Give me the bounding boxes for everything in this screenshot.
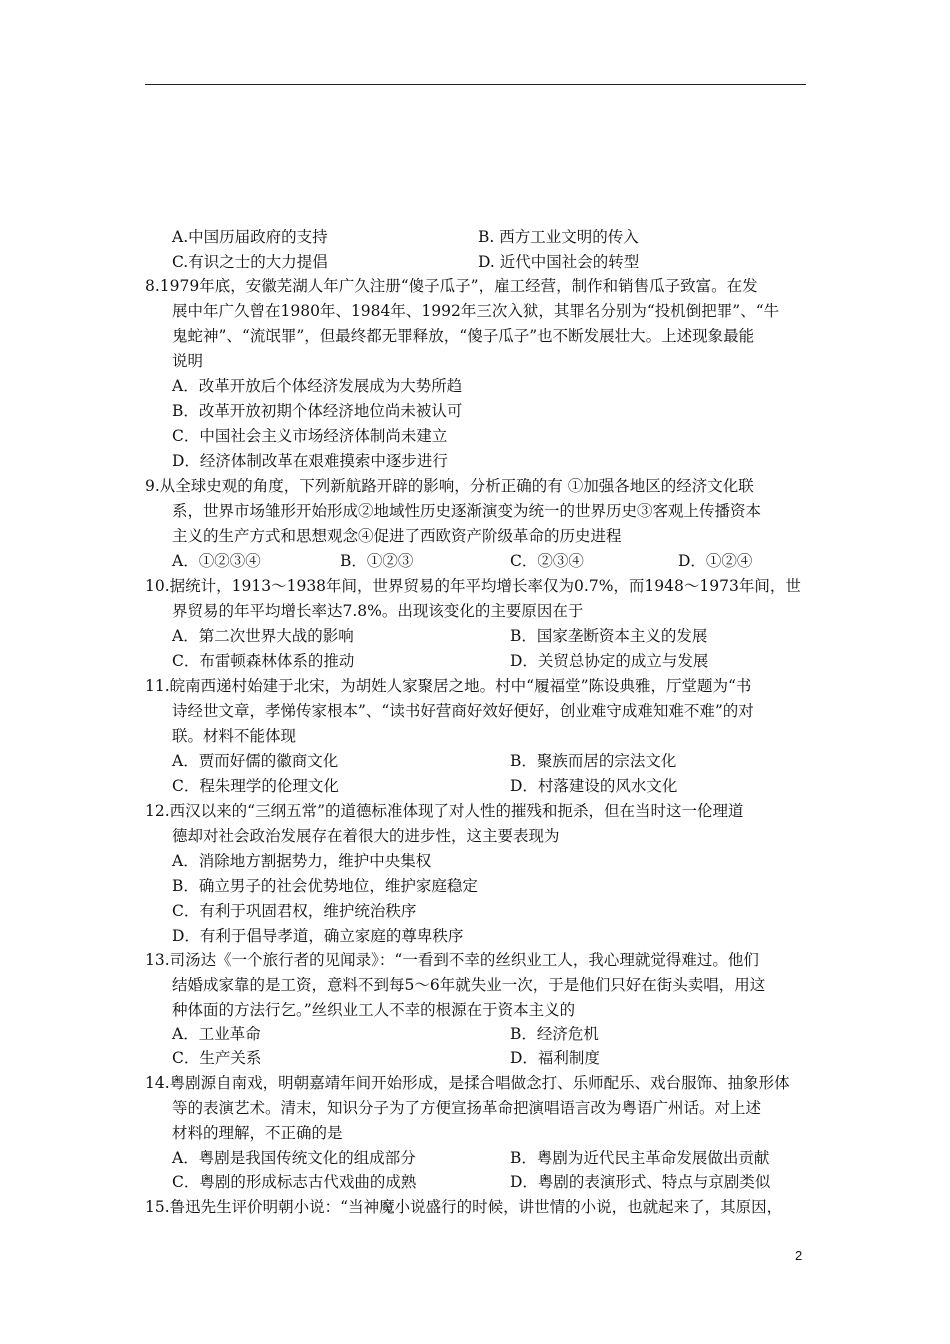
q13-option-a[interactable]: A．工业革命 [172,1025,261,1043]
q8-option-b[interactable]: B．改革开放初期个体经济地位尚未被认可 [172,402,463,420]
q12-stem-line: 12.西汉以来的“三纲五常”的道德标准体现了对人性的摧残和扼杀，但在当时这一伦理道 [145,802,744,820]
q14-option-a[interactable]: A．粤剧是我国传统文化的组成部分 [172,1149,416,1167]
q14-option-d[interactable]: D．粤剧的表演形式、特点与京剧类似 [510,1173,771,1191]
q7-option-d[interactable]: D. 近代中国社会的转型 [478,253,640,271]
q14-option-b[interactable]: B．粤剧为近代民主革命发展做出贡献 [510,1149,770,1167]
q9-option-c[interactable]: C．②③④ [510,552,584,570]
q10-stem-line: 10.据统计，1913～1938年间，世界贸易的年平均增长率仅为0.7%，而1948～1973年间，世 [145,577,801,595]
q14-stem-line: 14.粤剧源自南戏，明朝嘉靖年间开始形成，是揉合唱做念打、乐师配乐、戏台服饰、抽象形体 [145,1074,790,1092]
q10-option-a[interactable]: A．第二次世界大战的影响 [172,627,354,645]
q11-option-a[interactable]: A．贾而好儒的徽商文化 [172,752,339,770]
q14-option-c[interactable]: C．粤剧的形成标志古代戏曲的成熟 [172,1173,417,1191]
q11-stem-line: 11.皖南西递村始建于北宋，为胡姓人家聚居之地。村中“履福堂”陈设典雅，厅堂题为“书 [145,677,752,695]
q8-stem-line: 鬼蛇神”、“流氓罪”，但最终都无罪释放，“傻子瓜子”也不断发展壮大。上述现象最能 [172,327,755,345]
q9-stem-line: 系，世界市场雏形开始形成②地域性历史逐渐演变为统一的世界历史③客观上传播资本 [172,502,762,520]
q15-stem-line: 15.鲁迅先生评价明朝小说：“当神魔小说盛行的时候，讲世情的小说，也就起来了，其原因， [145,1198,783,1216]
q13-option-c[interactable]: C．生产关系 [172,1049,262,1067]
q8-option-a[interactable]: A．改革开放后个体经济发展成为大势所趋 [172,377,463,395]
q8-stem-line: 展中年广久曾在1980年、1984年、1992年三次入狱，其罪名分别为“投机倒把罪”、“牛 [172,302,780,320]
q8-option-c[interactable]: C．中国社会主义市场经济体制尚未建立 [172,427,448,445]
q11-stem-line: 联。材料不能体现 [172,727,297,745]
q11-stem-line: 诗经世文章，孝悌传家根本”、“读书好营商好效好便好，创业难守成难知难不难”的对 [172,702,754,720]
q9-stem-line: 主义的生产方式和思想观念④促进了西欧资产阶级革命的历史进程 [172,527,622,545]
q10-option-c[interactable]: C．布雷顿森林体系的推动 [172,652,355,670]
q14-stem-line: 材料的理解，不正确的是 [172,1124,343,1142]
q9-stem-line: 9.从全球史观的角度，下列新航路开辟的影响，分析正确的有 ①加强各地区的经济文化联 [145,477,754,495]
q9-option-b[interactable]: B．①②③ [340,552,414,570]
q11-option-d[interactable]: D．村落建设的风水文化 [510,777,678,795]
q10-stem-line: 界贸易的年平均增长率达7.8%。出现该变化的主要原因在于 [172,602,584,620]
q11-option-c[interactable]: C．程朱理学的伦理文化 [172,777,339,795]
page-number: 2 [795,1248,803,1263]
q8-option-d[interactable]: D．经济体制改革在艰难摸索中逐步进行 [172,452,448,470]
q13-option-d[interactable]: D．福利制度 [510,1049,600,1067]
q8-stem-line: 8.1979年底，安徽芜湖人年广久注册“傻子瓜子”，雇工经营，制作和销售瓜子致富。在发 [145,277,758,295]
q12-option-d[interactable]: D．有利于倡导孝道，确立家庭的尊卑秩序 [172,927,464,945]
q12-option-b[interactable]: B．确立男子的社会优势地位，维护家庭稳定 [172,877,478,895]
q12-stem-line: 德却对社会政治发展存在着很大的进步性，这主要表现为 [172,827,560,845]
header-rule [145,84,806,85]
q10-option-d[interactable]: D．关贸总协定的成立与发展 [510,652,709,670]
q7-option-c[interactable]: C.有识之士的大力提倡 [172,253,328,271]
q12-option-a[interactable]: A．消除地方割据势力，维护中央集权 [172,852,432,870]
q12-option-c[interactable]: C．有利于巩固君权，维护统治秩序 [172,902,417,920]
q9-option-d[interactable]: D．①②④ [678,552,753,570]
q8-stem-line: 说明 [172,352,204,370]
q13-stem-line: 种体面的方法行乞。”丝织业工人不幸的根源在于资本主义的 [172,1001,576,1019]
q13-stem-line: 13.司汤达《一个旅行者的见闻录》：“一看到不幸的丝织业工人，我心理就觉得难过。他们 [145,951,759,969]
q13-stem-line: 结婚成家靠的是工资，意料不到每5～6年就失业一次，于是他们只好在街头卖唱，用这 [172,976,766,994]
q11-option-b[interactable]: B．聚族而居的宗法文化 [510,752,677,770]
q13-option-b[interactable]: B．经济危机 [510,1025,599,1043]
q10-option-b[interactable]: B．国家垄断资本主义的发展 [510,627,708,645]
q7-option-a[interactable]: A.中国历届政府的支持 [172,228,328,246]
q9-option-a[interactable]: A．①②③④ [172,552,261,570]
q14-stem-line: 等的表演艺术。清末，知识分子为了方便宣扬革命把演唱语言改为粤语广州话。对上述 [172,1099,762,1117]
q7-option-b[interactable]: B. 西方工业文明的传入 [478,228,639,246]
